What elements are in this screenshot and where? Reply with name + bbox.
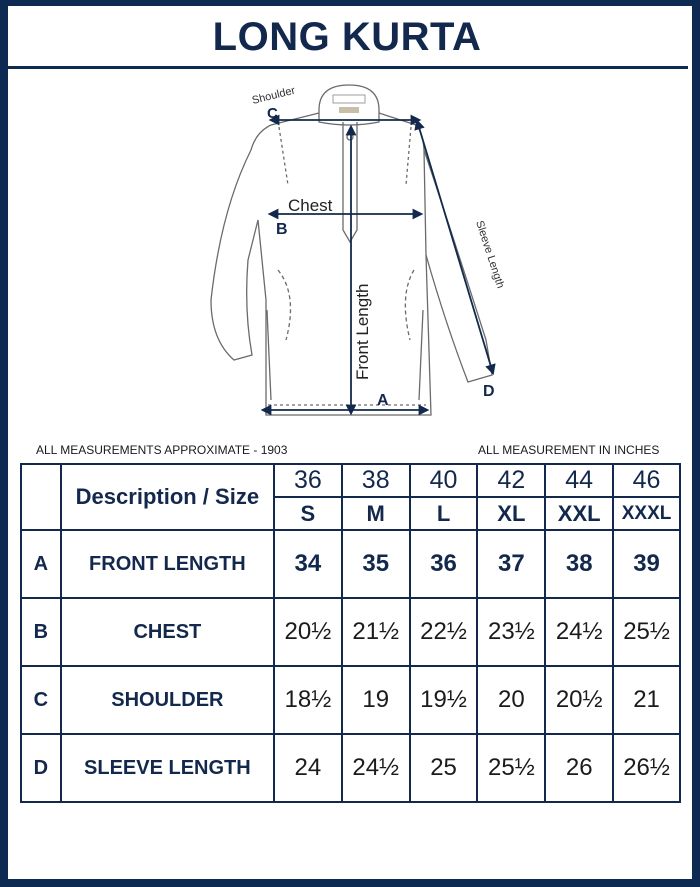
table-cell: 24½	[342, 734, 410, 802]
size-letter: XL	[477, 497, 545, 530]
table-cell: 21½	[342, 598, 410, 666]
table-cell: 25	[410, 734, 478, 802]
size-letter: L	[410, 497, 478, 530]
sleeve-measure-line	[418, 124, 492, 370]
table-cell: 19½	[410, 666, 478, 734]
size-number: 40	[410, 464, 478, 497]
size-letter: M	[342, 497, 410, 530]
page-title: LONG KURTA	[212, 15, 482, 59]
size-number: 46	[613, 464, 680, 497]
table-row	[21, 598, 680, 666]
sleeve-length-label: Sleeve Length	[473, 219, 507, 290]
table-cell: 21	[613, 666, 680, 734]
point-c-label: C	[267, 105, 278, 122]
table-cell: 19	[342, 666, 410, 734]
row-key: C	[21, 666, 61, 734]
row-key: D	[21, 734, 61, 802]
table-cell: 24½	[545, 598, 613, 666]
table-row	[21, 666, 680, 734]
table-cell: 37	[477, 530, 545, 598]
table-cell: 26½	[613, 734, 680, 802]
row-key: B	[21, 598, 61, 666]
size-number: 38	[342, 464, 410, 497]
table-cell: 22½	[410, 598, 478, 666]
collar-logo	[339, 107, 359, 113]
row-label: SLEEVE LENGTH	[61, 734, 274, 802]
measurement-lines	[266, 120, 492, 410]
size-number: 44	[545, 464, 613, 497]
table-cell: 24	[274, 734, 342, 802]
size-letter: XXL	[545, 497, 613, 530]
point-b-label: B	[276, 221, 288, 238]
table-cell: 38	[545, 530, 613, 598]
row-label: FRONT LENGTH	[61, 530, 274, 598]
table-row	[21, 530, 680, 598]
table-cell: 20½	[545, 666, 613, 734]
table-cell: 26	[545, 734, 613, 802]
table-cell: 25½	[613, 598, 680, 666]
table-cell: 34	[274, 530, 342, 598]
table-cell: 23½	[477, 598, 545, 666]
size-number: 42	[477, 464, 545, 497]
row-label: SHOULDER	[61, 666, 274, 734]
corner-cell	[21, 464, 61, 530]
table-cell: 20½	[274, 598, 342, 666]
table-cell: 20	[477, 666, 545, 734]
size-chart-table	[20, 463, 681, 803]
table-cell: 25½	[477, 734, 545, 802]
table-cell: 35	[342, 530, 410, 598]
title-divider	[6, 66, 688, 69]
chest-label: Chest	[288, 196, 333, 215]
size-letter: S	[274, 497, 342, 530]
size-number: 36	[274, 464, 342, 497]
table-row	[21, 734, 680, 802]
point-a-label: A	[377, 392, 389, 409]
kurta-diagram	[6, 70, 688, 435]
point-d-label: D	[483, 383, 495, 400]
units-note: ALL MEASUREMENT IN INCHES	[478, 443, 660, 457]
shoulder-label: Shoulder	[250, 84, 297, 107]
table-cell: 36	[410, 530, 478, 598]
row-key: A	[21, 530, 61, 598]
table-cell: 18½	[274, 666, 342, 734]
front-length-label: Front Length	[353, 283, 372, 380]
size-letter: XXXL	[613, 497, 680, 530]
description-size-header: Description / Size	[61, 464, 274, 530]
table-cell: 39	[613, 530, 680, 598]
row-label: CHEST	[61, 598, 274, 666]
approx-note: ALL MEASUREMENTS APPROXIMATE - 1903	[36, 443, 288, 457]
